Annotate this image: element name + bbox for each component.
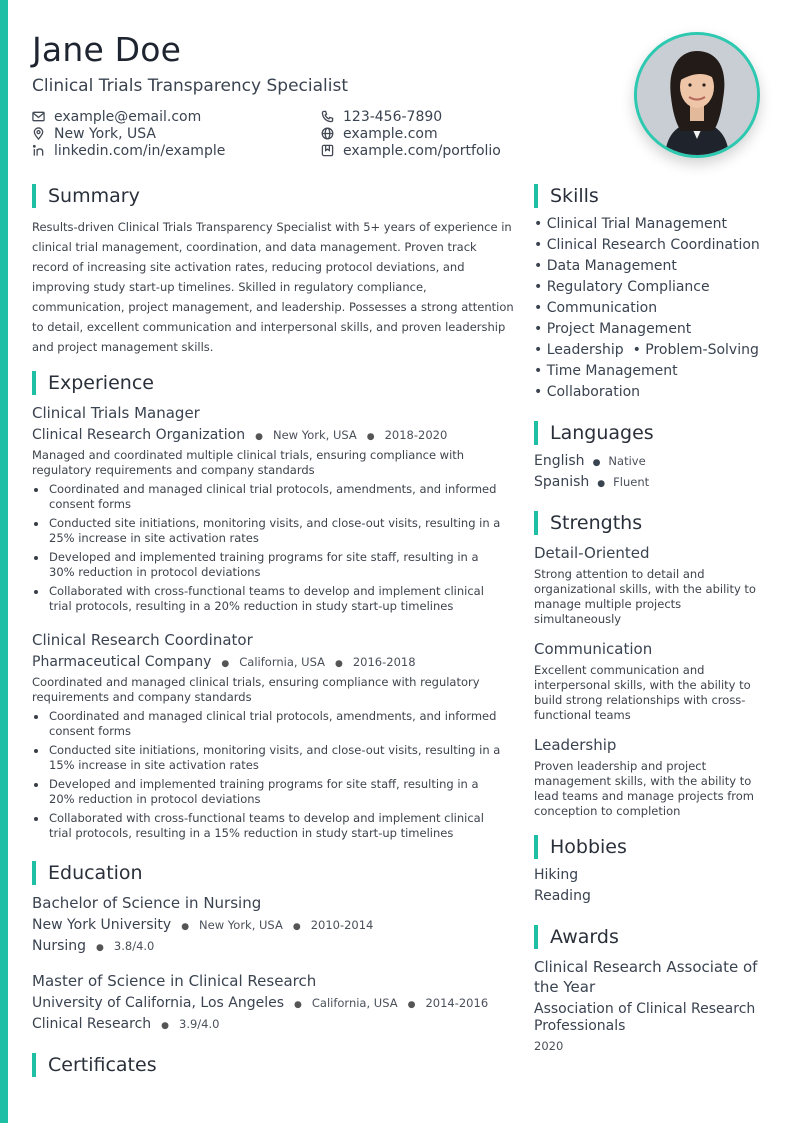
skill-item: • Clinical Trial Management xyxy=(534,216,727,232)
section-marker xyxy=(32,184,36,208)
education-meta xyxy=(32,995,488,1011)
job-description: Coordinated and managed clinical trials, ensuring compliance with regulatory requirements and company standards xyxy=(32,675,480,704)
job-dates: 2018-2020 xyxy=(384,428,448,442)
profile-portrait-image xyxy=(637,35,757,155)
section-skills-heading: Skills xyxy=(534,184,599,208)
school-location: New York, USA xyxy=(199,918,283,932)
section-hobbies-heading: Hobbies xyxy=(534,835,627,859)
section-education-heading: Education xyxy=(32,861,143,885)
skill-item: • Collaboration xyxy=(534,384,641,400)
language-item xyxy=(534,453,646,469)
section-marker xyxy=(534,421,538,445)
strength-description: Proven leadership and project management skills, with the ability to lead teams and manage projects from conception to completion xyxy=(534,759,754,818)
section-strengths-heading: Strengths xyxy=(534,511,642,535)
separator-dot: ● xyxy=(407,1000,416,1010)
award-organization: Association of Clinical Research Professionals xyxy=(534,1001,756,1034)
job-title: Clinical Research Coordinator xyxy=(32,631,253,649)
school-dates: 2014-2016 xyxy=(425,996,489,1010)
skill-item: • Regulatory Compliance xyxy=(534,279,710,295)
job-meta xyxy=(32,427,447,443)
contact-phone[interactable]: 123-456-7890 xyxy=(321,108,442,125)
section-marker xyxy=(32,1053,36,1077)
strength-name: Leadership xyxy=(534,736,617,754)
job-location: California, USA xyxy=(239,655,325,669)
section-languages-heading: Languages xyxy=(534,421,654,445)
award-year: 2020 xyxy=(534,1039,564,1053)
skill-item: • Project Management xyxy=(534,321,692,337)
section-marker xyxy=(534,184,538,208)
language-item xyxy=(534,474,649,490)
location-pin-icon xyxy=(32,127,45,140)
summary-text: Results-driven Clinical Trials Transparency Specialist with 5+ years of experience in clinical trial management, coordination, and data management. Proven track record of increasing site activation rates, reducing protocol deviations, and improving study start-up timelines. Skilled in regulatory compliance, communication, project management, and leadership. Possesses a strong attention to detail, excellent communication and interpersonal skills, and proven leadership and project management skills. xyxy=(32,220,514,354)
section-awards-heading: Awards xyxy=(534,925,619,949)
contact-portfolio[interactable]: example.com/portfolio xyxy=(321,142,501,159)
job-title: Clinical Trials Manager xyxy=(32,404,200,422)
language-name: Spanish xyxy=(534,474,590,490)
degree-title: Master of Science in Clinical Research xyxy=(32,972,317,990)
job-description: Managed and coordinated multiple clinical trials, ensuring compliance with regulatory requirements and company standards xyxy=(32,448,465,477)
separator-dot: ● xyxy=(181,922,190,932)
hobby-item: Hiking xyxy=(534,867,579,883)
field-of-study: Nursing xyxy=(32,938,87,954)
hobby-item: Reading xyxy=(534,888,591,904)
globe-icon xyxy=(321,127,334,140)
list-item: Collaborated with cross-functional teams to develop and implement clinical trial protocols, resulting in a 15% reduction in study start-up timelines xyxy=(32,811,502,841)
job-dates: 2016-2018 xyxy=(352,655,416,669)
list-item: Coordinated and managed clinical trial protocols, amendments, and informed consent forms xyxy=(32,482,502,512)
section-marker xyxy=(32,371,36,395)
list-item: Conducted site initiations, monitoring visits, and close-out visits, resulting in a 25% increase in site activation rates xyxy=(32,516,502,546)
skill-item: • Time Management xyxy=(534,363,678,379)
field-of-study: Clinical Research xyxy=(32,1016,152,1032)
strength-description: Strong attention to detail and organizational skills, with the ability to manage multiple projects simultaneously xyxy=(534,567,756,626)
candidate-name: Jane Doe xyxy=(32,30,182,69)
separator-dot: ● xyxy=(597,479,606,489)
strength-name: Detail-Oriented xyxy=(534,544,650,562)
skill-item: • Communication xyxy=(534,300,658,316)
contact-email[interactable]: example@email.com xyxy=(32,108,201,125)
mail-icon xyxy=(32,110,45,123)
job-meta xyxy=(32,654,416,670)
skill-item: • Clinical Research Coordination xyxy=(534,237,760,253)
hobbies-list xyxy=(534,865,591,907)
separator-dot: ● xyxy=(294,1000,302,1010)
section-marker xyxy=(534,925,538,949)
list-item: Conducted site initiations, monitoring visits, and close-out visits, resulting in a 15% increase in site activation rates xyxy=(32,743,502,773)
education-field xyxy=(32,938,154,954)
separator-dot: ● xyxy=(96,943,104,953)
job-achievements xyxy=(32,482,502,618)
language-level: Fluent xyxy=(613,475,650,489)
accent-bar xyxy=(0,0,8,1123)
section-summary-heading: Summary xyxy=(32,184,140,208)
education-meta xyxy=(32,917,373,933)
language-name: English xyxy=(534,453,585,469)
list-item: Collaborated with cross-functional teams to develop and implement clinical trial protocols, resulting in a 20% reduction in study start-up timelines xyxy=(32,584,502,614)
section-marker xyxy=(32,861,36,885)
job-location: New York, USA xyxy=(272,428,357,442)
candidate-title: Clinical Trials Transparency Specialist xyxy=(32,76,348,96)
gpa: 3.8/4.0 xyxy=(113,939,155,953)
skill-item: • Data Management xyxy=(534,258,677,274)
profile-photo xyxy=(634,32,760,158)
skill-item-row: • Leadership • Problem-Solving xyxy=(534,342,759,358)
job-company: Pharmaceutical Company xyxy=(32,654,212,670)
job-achievements xyxy=(32,709,502,845)
separator-dot: ● xyxy=(334,659,343,669)
separator-dot: ● xyxy=(366,432,375,442)
linkedin-icon xyxy=(32,144,45,157)
school-dates: 2010-2014 xyxy=(310,918,374,932)
school-name: University of California, Los Angeles xyxy=(32,995,285,1011)
award-title: Clinical Research Associate of the Year xyxy=(534,958,758,996)
section-marker xyxy=(534,835,538,859)
phone-icon xyxy=(321,110,334,123)
strength-name: Communication xyxy=(534,640,653,658)
separator-dot: ● xyxy=(255,432,263,442)
school-name: New York University xyxy=(32,917,172,933)
bookmark-icon xyxy=(321,144,334,157)
contact-linkedin[interactable]: linkedin.com/in/example xyxy=(32,142,225,159)
separator-dot: ● xyxy=(292,922,301,932)
separator-dot: ● xyxy=(221,659,230,669)
language-level: Native xyxy=(608,454,646,468)
separator-dot: ● xyxy=(592,458,601,468)
gpa: 3.9/4.0 xyxy=(179,1017,220,1031)
list-item: Developed and implemented training programs for site staff, resulting in a 30% reduction in protocol deviations xyxy=(32,550,502,580)
list-item: Developed and implemented training programs for site staff, resulting in a 20% reduction in protocol deviations xyxy=(32,777,502,807)
section-marker xyxy=(534,511,538,535)
separator-dot: ● xyxy=(161,1021,170,1031)
list-item: Coordinated and managed clinical trial protocols, amendments, and informed consent forms xyxy=(32,709,502,739)
school-location: California, USA xyxy=(311,996,398,1010)
strength-description: Excellent communication and interpersonal skills, with the ability to build strong relationships with cross-functional teams xyxy=(534,663,751,722)
section-certificates-heading: Certificates xyxy=(32,1053,157,1077)
job-company: Clinical Research Organization xyxy=(32,427,246,443)
contact-location: New York, USA xyxy=(32,125,156,142)
degree-title: Bachelor of Science in Nursing xyxy=(32,894,262,912)
skills-list xyxy=(534,214,760,403)
education-field xyxy=(32,1016,219,1032)
contact-website[interactable]: example.com xyxy=(321,125,438,142)
section-experience-heading: Experience xyxy=(32,371,154,395)
